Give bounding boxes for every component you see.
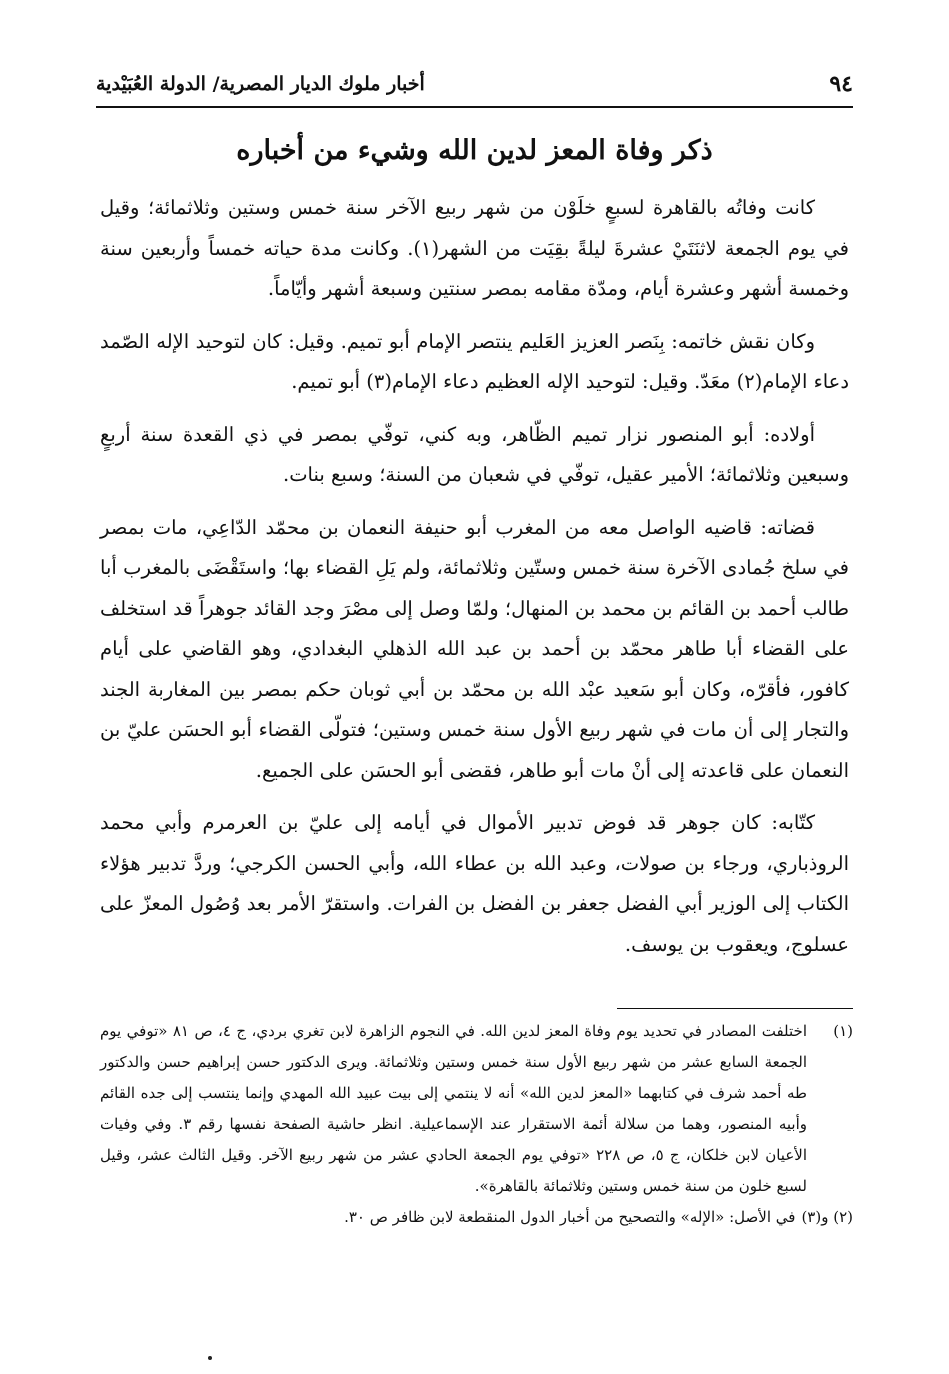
footnote-text: في الأصل: «الإله» والتصحيح من أخبار الدول المنقطعة لابن ظافر ص ٣٠. — [344, 1208, 796, 1226]
chapter-title: ذكر وفاة المعز لدين الله وشيء من أخباره — [236, 135, 713, 166]
body-text — [100, 188, 849, 977]
footnote-divider — [617, 1008, 853, 1009]
paragraph-death: كانت وفاتُه بالقاهرة لسبعٍ خلَوْن من شهر ربيع الآخر سنة خمس وستين وثلاثمائة؛ وقيل في يوم الجمعة لاثنَتَيْ عشرةَ ليلةً بقِيَت من الشهر(١). وكانت مدة حياته خمساً وأربعين سنة وخمسة أشهر وعشرة أيام، ومدّة مقامه بمصر سنتين وسبعة أشهر وأيّاماً. — [100, 196, 849, 300]
running-title: أخبار ملوك الديار المصرية/ الدولة العُبَيْدية — [96, 73, 425, 95]
footnote-2-3 — [100, 1202, 853, 1233]
footnote-marker: (١) — [833, 1022, 853, 1040]
page-number: ٩٤ — [829, 71, 853, 97]
footnote-1 — [100, 1016, 853, 1202]
footnotes — [100, 1016, 853, 1233]
print-speck — [208, 1356, 212, 1360]
running-header — [96, 62, 853, 108]
footnote-text: اختلفت المصادر في تحديد يوم وفاة المعز لدين الله. في النجوم الزاهرة لابن تغري بردي، ج ٤، ص ٨١ «توفي يوم الجمعة السابع عشر من شهر ربيع الأول سنة خمس وستين وثلاثمائة. ويرى الدكتور حسن إبراهيم حسن والدكتور طه أحمد شرف في كتابهما «المعز لدين الله» أنه لا ينتمي إلى بيت عبيد الله المهدي وإنما ينتسب إلى جده القائم وأبيه المنصور، وهما من سلالة أئمة الاستقرار عند الإسماعيلية. انظر حاشية الصفحة نفسها رقم ٣. وفي وفيات الأعيان لابن خلكان، ج ٥، ص ٢٢٨ «توفي يوم الجمعة الحادي عشر من شهر ربيع الآخر. وقيل الثالث عشر، وقيل لسبع خلون من سنة خمس وستين وثلاثمائة بالقاهرة». — [100, 1022, 807, 1195]
paragraph-seal: وكان نقش خاتمه: بِنَصر العزيز العَليم ينتصر الإمام أبو تميم. وقيل: كان لتوحيد الإله الصّمد دعاء الإمام(٢) معَدّ. وقيل: لتوحيد الإله العظيم دعاء الإمام(٣) أبو تميم. — [100, 329, 849, 393]
paragraph-scribes: كتّابه: كان جوهر قد فوض تدبير الأموال في أيامه إلى عليّ بن العرمرم وأبي محمد الروذباري، ورجاء بن صولات، وعبد الله بن عطاء الله، وأبي الحسن الكرجي؛ وردَّ تدبير هؤلاء الكتاب إلى الوزير أبي الفضل جعفر بن الفضل بن الفرات. واستقرّ الأمر بعد وُصُول المعزّ على عسلوج، ويعقوب بن يوسف. — [100, 811, 849, 956]
footnote-marker: (٢) و(٣) — [801, 1208, 853, 1226]
paragraph-children: أولاده: أبو المنصور نزار تميم الظّاهر، وبه كني، توفّي بمصر في ذي القعدة سنة أربعٍ وسبعين وثلاثمائة؛ الأمير عقيل، توفّي في شعبان من السنة؛ وسبع بنات. — [100, 422, 849, 486]
paragraph-judges: قضاته: قاضيه الواصل معه من المغرب أبو حنيفة النعمان بن محمّد الدّاعِي، مات بمصر في سلخ جُمادى الآخرة سنة خمس وستّين وثلاثمائة، ولم يَلِ القضاء بها؛ واستَقْضَى بالمغرب أبا طالب أحمد بن القائم بن محمد بن المنهال؛ ولمّا وصل إلى مصْرَ وجد القائد جوهراً قد استخلف على القضاء أبا طاهر محمّد بن أحمد بن عبد الله الذهلي البغدادي، وهو القاضي على أيام كافور، فأقرّه، وكان أبو سَعيد عبْد الله بن محمّد بن أبي ثوبان حكم بمصر بين المغاربة الجند والتجار إلى أن مات في شهر ربيع الأول سنة خمس وستين؛ فتولّى القضاء أبو الحسَن عليّ بن النعمان على قاعدته إلى أنْ مات أبو طاهر، فقضى أبو الحسَن على الجميع. — [100, 515, 849, 782]
